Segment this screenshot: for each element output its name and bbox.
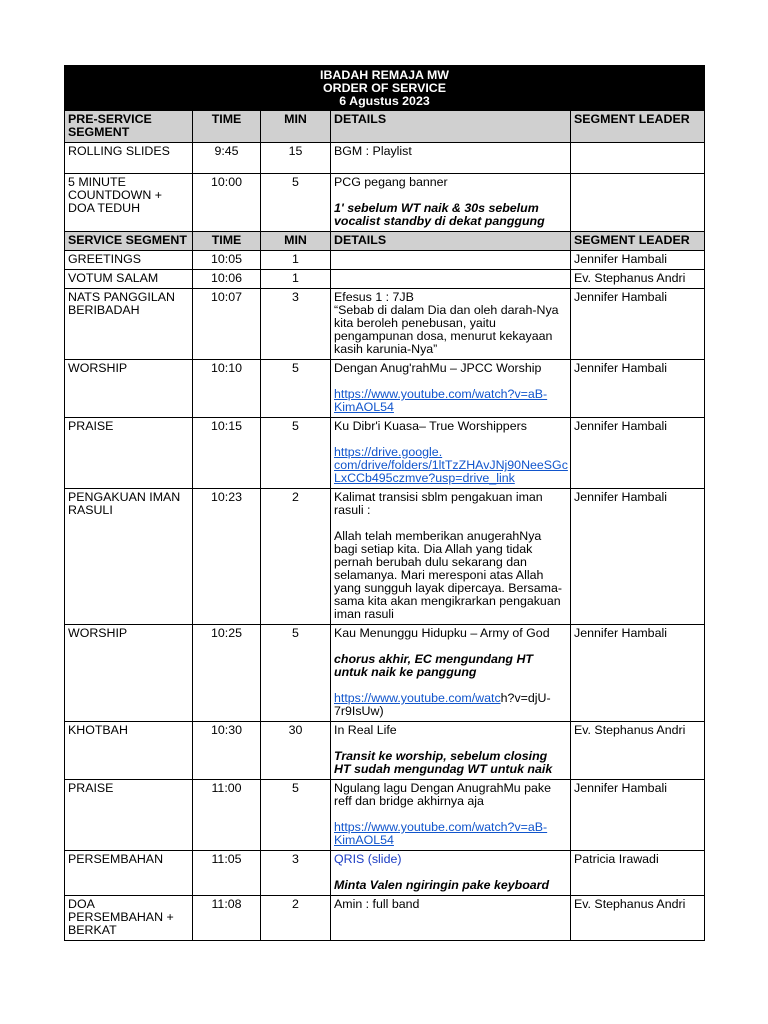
table-row [65,143,705,174]
detail-link[interactable]: https://www.youtube.com/watch?v=aB-KimAOL54 [334,820,548,847]
time-cell: 10:10 [193,360,261,418]
details-cell [331,896,571,941]
time-cell: 10:05 [193,251,261,270]
header-leader: SEGMENT LEADER [571,232,705,251]
time-cell: 11:00 [193,780,261,851]
detail-text: Amin : full band [334,897,420,911]
time-cell: 10:25 [193,625,261,722]
segment-cell: DOA PERSEMBAHAN + BERKAT [65,896,193,941]
table-row [65,489,705,625]
details-cell [331,143,571,174]
detail-link-tail: h?v=djU-7r9IsUw) [334,691,551,718]
time-cell: 10:23 [193,489,261,625]
details-cell [331,780,571,851]
header-min: MIN [261,111,331,143]
table-row [65,722,705,780]
leader-cell: Jennifer Hambali [571,625,705,722]
segment-cell: 5 MINUTE COUNTDOWN + DOA TEDUH [65,174,193,232]
min-cell: 1 [261,251,331,270]
header-details: DETAILS [331,232,571,251]
detail-text: Ku Dibr'i Kuasa– True Worshippers [334,419,527,433]
detail-text: Kalimat transisi sblm pengakuan iman rasuli : [334,490,543,517]
leader-cell [571,174,705,232]
details-cell [331,489,571,625]
detail-link[interactable]: https://drive.google. com/drive/folders/1ltTzZHAvJNj90NeeSGc LxCCb495czmve?usp=drive_link [334,445,568,485]
segment-cell: PRAISE [65,418,193,489]
details-cell [331,289,571,360]
service-header-row [65,232,705,251]
document-subtitle: ORDER OF SERVICE [323,81,447,95]
link-line [334,821,567,847]
header-segment: PRE-SERVICE SEGMENT [65,111,193,143]
order-of-service-table [64,65,705,941]
table-row [65,289,705,360]
detail-note: 1' sebelum WT naik & 30s sebelum vocalist standby di dekat panggung [334,201,545,228]
table-row [65,780,705,851]
segment-cell: WORSHIP [65,360,193,418]
min-cell: 30 [261,722,331,780]
time-cell: 10:00 [193,174,261,232]
min-cell: 5 [261,780,331,851]
min-cell: 5 [261,418,331,489]
details-cell [331,625,571,722]
min-cell: 5 [261,625,331,722]
leader-cell: Jennifer Hambali [571,289,705,360]
segment-cell: ROLLING SLIDES [65,143,193,174]
leader-cell: Jennifer Hambali [571,251,705,270]
segment-cell: PRAISE [65,780,193,851]
time-cell: 9:45 [193,143,261,174]
header-time: TIME [193,232,261,251]
details-cell [331,360,571,418]
leader-cell: Jennifer Hambali [571,489,705,625]
time-cell: 10:15 [193,418,261,489]
min-cell: 1 [261,270,331,289]
details-cell [331,174,571,232]
pre-service-header-row [65,111,705,143]
table-row [65,625,705,722]
detail-note: Minta Valen ngiringin pake keyboard [334,878,550,892]
table-row [65,418,705,489]
link-line [334,446,567,485]
detail-text: Kau Menunggu Hidupku – Army of God [334,626,550,640]
time-cell: 10:07 [193,289,261,360]
document-title: IBADAH REMAJA MW [320,68,449,82]
min-cell: 2 [261,896,331,941]
leader-cell: Ev. Stephanus Andri [571,722,705,780]
segment-cell: GREETINGS [65,251,193,270]
leader-cell: Ev. Stephanus Andri [571,270,705,289]
detail-text: “Sebab di dalam Dia dan oleh darah-Nya kita beroleh penebusan, yaitu pengampunan dosa, menurut kekayaan kasih karunia-Nya” [334,303,559,356]
segment-cell: NATS PANGGILAN BERIBADAH [65,289,193,360]
min-cell: 15 [261,143,331,174]
table-row [65,851,705,896]
detail-text: Allah telah memberikan anugerahNya bagi setiap kita. Dia Allah yang tidak pernah berubah dulu sekarang dan selamanya. Mari meresponi atas Allah yang sungguh layak dipercaya. Bersama-sama kita akan mengikrarkan pengakuan iman rasuli [334,529,562,621]
detail-text: BGM : Playlist [334,144,412,158]
title-row [65,66,705,111]
segment-cell: VOTUM SALAM [65,270,193,289]
details-cell [331,722,571,780]
detail-note: chorus akhir, EC mengundang HT untuk naik ke panggung [334,652,533,679]
leader-cell: Jennifer Hambali [571,780,705,851]
time-cell: 11:05 [193,851,261,896]
min-cell: 2 [261,489,331,625]
min-cell: 5 [261,360,331,418]
header-time: TIME [193,111,261,143]
segment-cell: WORSHIP [65,625,193,722]
document-date: 6 Agustus 2023 [339,94,430,108]
min-cell: 5 [261,174,331,232]
leader-cell: Jennifer Hambali [571,360,705,418]
leader-cell: Patricia Irawadi [571,851,705,896]
leader-cell: Jennifer Hambali [571,418,705,489]
detail-text: Efesus 1 : 7JB [334,290,414,304]
header-leader: SEGMENT LEADER [571,111,705,143]
segment-cell: PERSEMBAHAN [65,851,193,896]
table-row [65,174,705,232]
table-row [65,360,705,418]
header-segment: SERVICE SEGMENT [65,232,193,251]
details-cell [331,251,571,270]
table-row [65,251,705,270]
min-cell: 3 [261,851,331,896]
link-line [334,692,567,718]
details-cell [331,851,571,896]
time-cell: 10:06 [193,270,261,289]
detail-text: PCG pegang banner [334,175,448,189]
leader-cell: Ev. Stephanus Andri [571,896,705,941]
time-cell: 10:30 [193,722,261,780]
table-row [65,896,705,941]
segment-cell: PENGAKUAN IMAN RASULI [65,489,193,625]
leader-cell [571,143,705,174]
details-cell [331,270,571,289]
detail-link[interactable]: https://www.youtube.com/watch?v=aB-KimAOL54 [334,387,548,414]
time-cell: 11:08 [193,896,261,941]
table-row [65,270,705,289]
min-cell: 3 [261,289,331,360]
header-details: DETAILS [331,111,571,143]
detail-note: Transit ke worship, sebelum closing HT sudah mengundag WT untuk naik [334,749,553,776]
segment-cell: KHOTBAH [65,722,193,780]
detail-link[interactable]: https://www.youtube.com/watc [334,691,501,705]
details-cell [331,418,571,489]
detail-text: QRIS (slide) [334,852,402,866]
detail-text: Dengan Anug'rahMu – JPCC Worship [334,361,542,375]
title-cell [65,66,705,111]
link-line [334,388,567,414]
detail-text: Ngulang lagu Dengan AnugrahMu pake reff dan bridge akhirnya aja [334,781,551,808]
header-min: MIN [261,232,331,251]
detail-text: In Real Life [334,723,397,737]
